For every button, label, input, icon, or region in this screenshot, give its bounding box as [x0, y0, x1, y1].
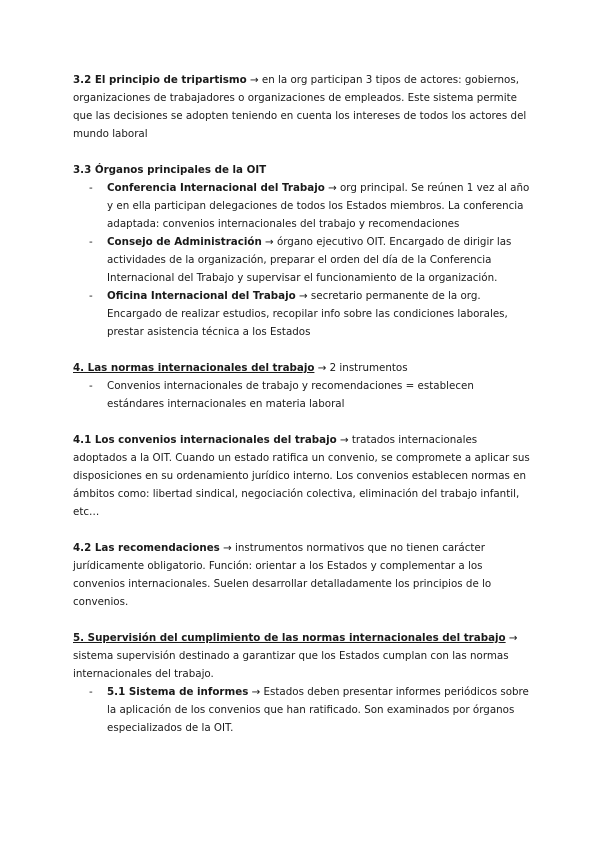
organ-term: Conferencia Internacional del Trabajo: [107, 182, 325, 194]
supervision-term: 5.1 Sistema de informes: [107, 686, 249, 698]
organ-description: → secretario permanente de la org. Encargado de realizar estudios, recopilar info sobre las condiciones laborales, prestar asistencia técnica a los Estados: [107, 290, 508, 338]
section-4-text: → 2 instrumentos: [314, 362, 408, 374]
section-4-heading: 4. Las normas internacionales del trabajo: [73, 362, 315, 374]
dash-bullet: -: [89, 380, 93, 392]
supervision-description: → Estados deben presentar informes periódicos sobre la aplicación de los convenios que han ratificado. Son examinados por órganos especializados de la OIT.: [107, 686, 529, 734]
section-4-1: [73, 431, 533, 521]
organ-term: Consejo de Administración: [107, 236, 262, 248]
section-3-2: [73, 71, 533, 143]
section-5: [73, 629, 533, 737]
section-4-2: [73, 539, 533, 611]
document-body: [73, 71, 533, 737]
organ-description: → org principal. Se reúnen 1 vez al año y en ella participan delegaciones de todos los Estados miembros. La conferencia adaptada: convenios internacionales del trabajo y recomendaciones: [107, 182, 530, 230]
list-item: [73, 179, 533, 233]
section-5-text: → sistema supervisión destinado a garantizar que los Estados cumplan con las normas internacionales del trabajo.: [73, 632, 518, 680]
organ-term: Oficina Internacional del Trabajo: [107, 290, 296, 302]
list-item: [73, 683, 533, 737]
dash-bullet: -: [89, 236, 93, 248]
instruments-list: [73, 377, 533, 413]
section-3-2-heading: 3.2 El principio de tripartismo: [73, 74, 247, 86]
section-3-3: [73, 161, 533, 341]
section-4: [73, 359, 533, 413]
organs-list: [73, 179, 533, 341]
section-5-heading: 5. Supervisión del cumplimiento de las normas internacionales del trabajo: [73, 632, 506, 644]
dash-bullet: -: [89, 686, 93, 698]
instrument-description: Convenios internacionales de trabajo y recomendaciones = establecen estándares internacionales en materia laboral: [107, 380, 474, 410]
section-4-2-heading: 4.2 Las recomendaciones: [73, 542, 220, 554]
list-item: [73, 233, 533, 287]
section-3-3-heading: 3.3 Órganos principales de la OIT: [73, 164, 267, 176]
supervision-list: [73, 683, 533, 737]
dash-bullet: -: [89, 182, 93, 194]
list-item: [73, 377, 533, 413]
list-item: [73, 287, 533, 341]
section-4-2-text: → instrumentos normativos que no tienen carácter jurídicamente obligatorio. Función: orientar a los Estados y complementar a los convenios internacionales. Suelen desarrollar detalladamente los principios de lo convenios.: [73, 542, 492, 608]
section-3-2-text: → en la org participan 3 tipos de actores: gobiernos, organizaciones de trabajadores o organizaciones de empleados. Este sistema permite que las decisiones se adopten teniendo en cuenta los intereses de todos los actores del mundo laboral: [73, 74, 527, 140]
section-4-1-text: → tratados internacionales adoptados a la OIT. Cuando un estado ratifica un convenio, se compromete a aplicar sus disposiciones en su ordenamiento jurídico interno. Los convenios establecen normas en ámbitos como: libertad sindical, negociación colectiva, eliminación del trabajo infantil, etc…: [73, 434, 530, 518]
organ-description: → órgano ejecutivo OIT. Encargado de dirigir las actividades de la organización, preparar el orden del día de la Conferencia Internacional del Trabajo y supervisar el funcionamiento de la organización.: [107, 236, 512, 284]
dash-bullet: -: [89, 290, 93, 302]
section-4-1-heading: 4.1 Los convenios internacionales del trabajo: [73, 434, 337, 446]
